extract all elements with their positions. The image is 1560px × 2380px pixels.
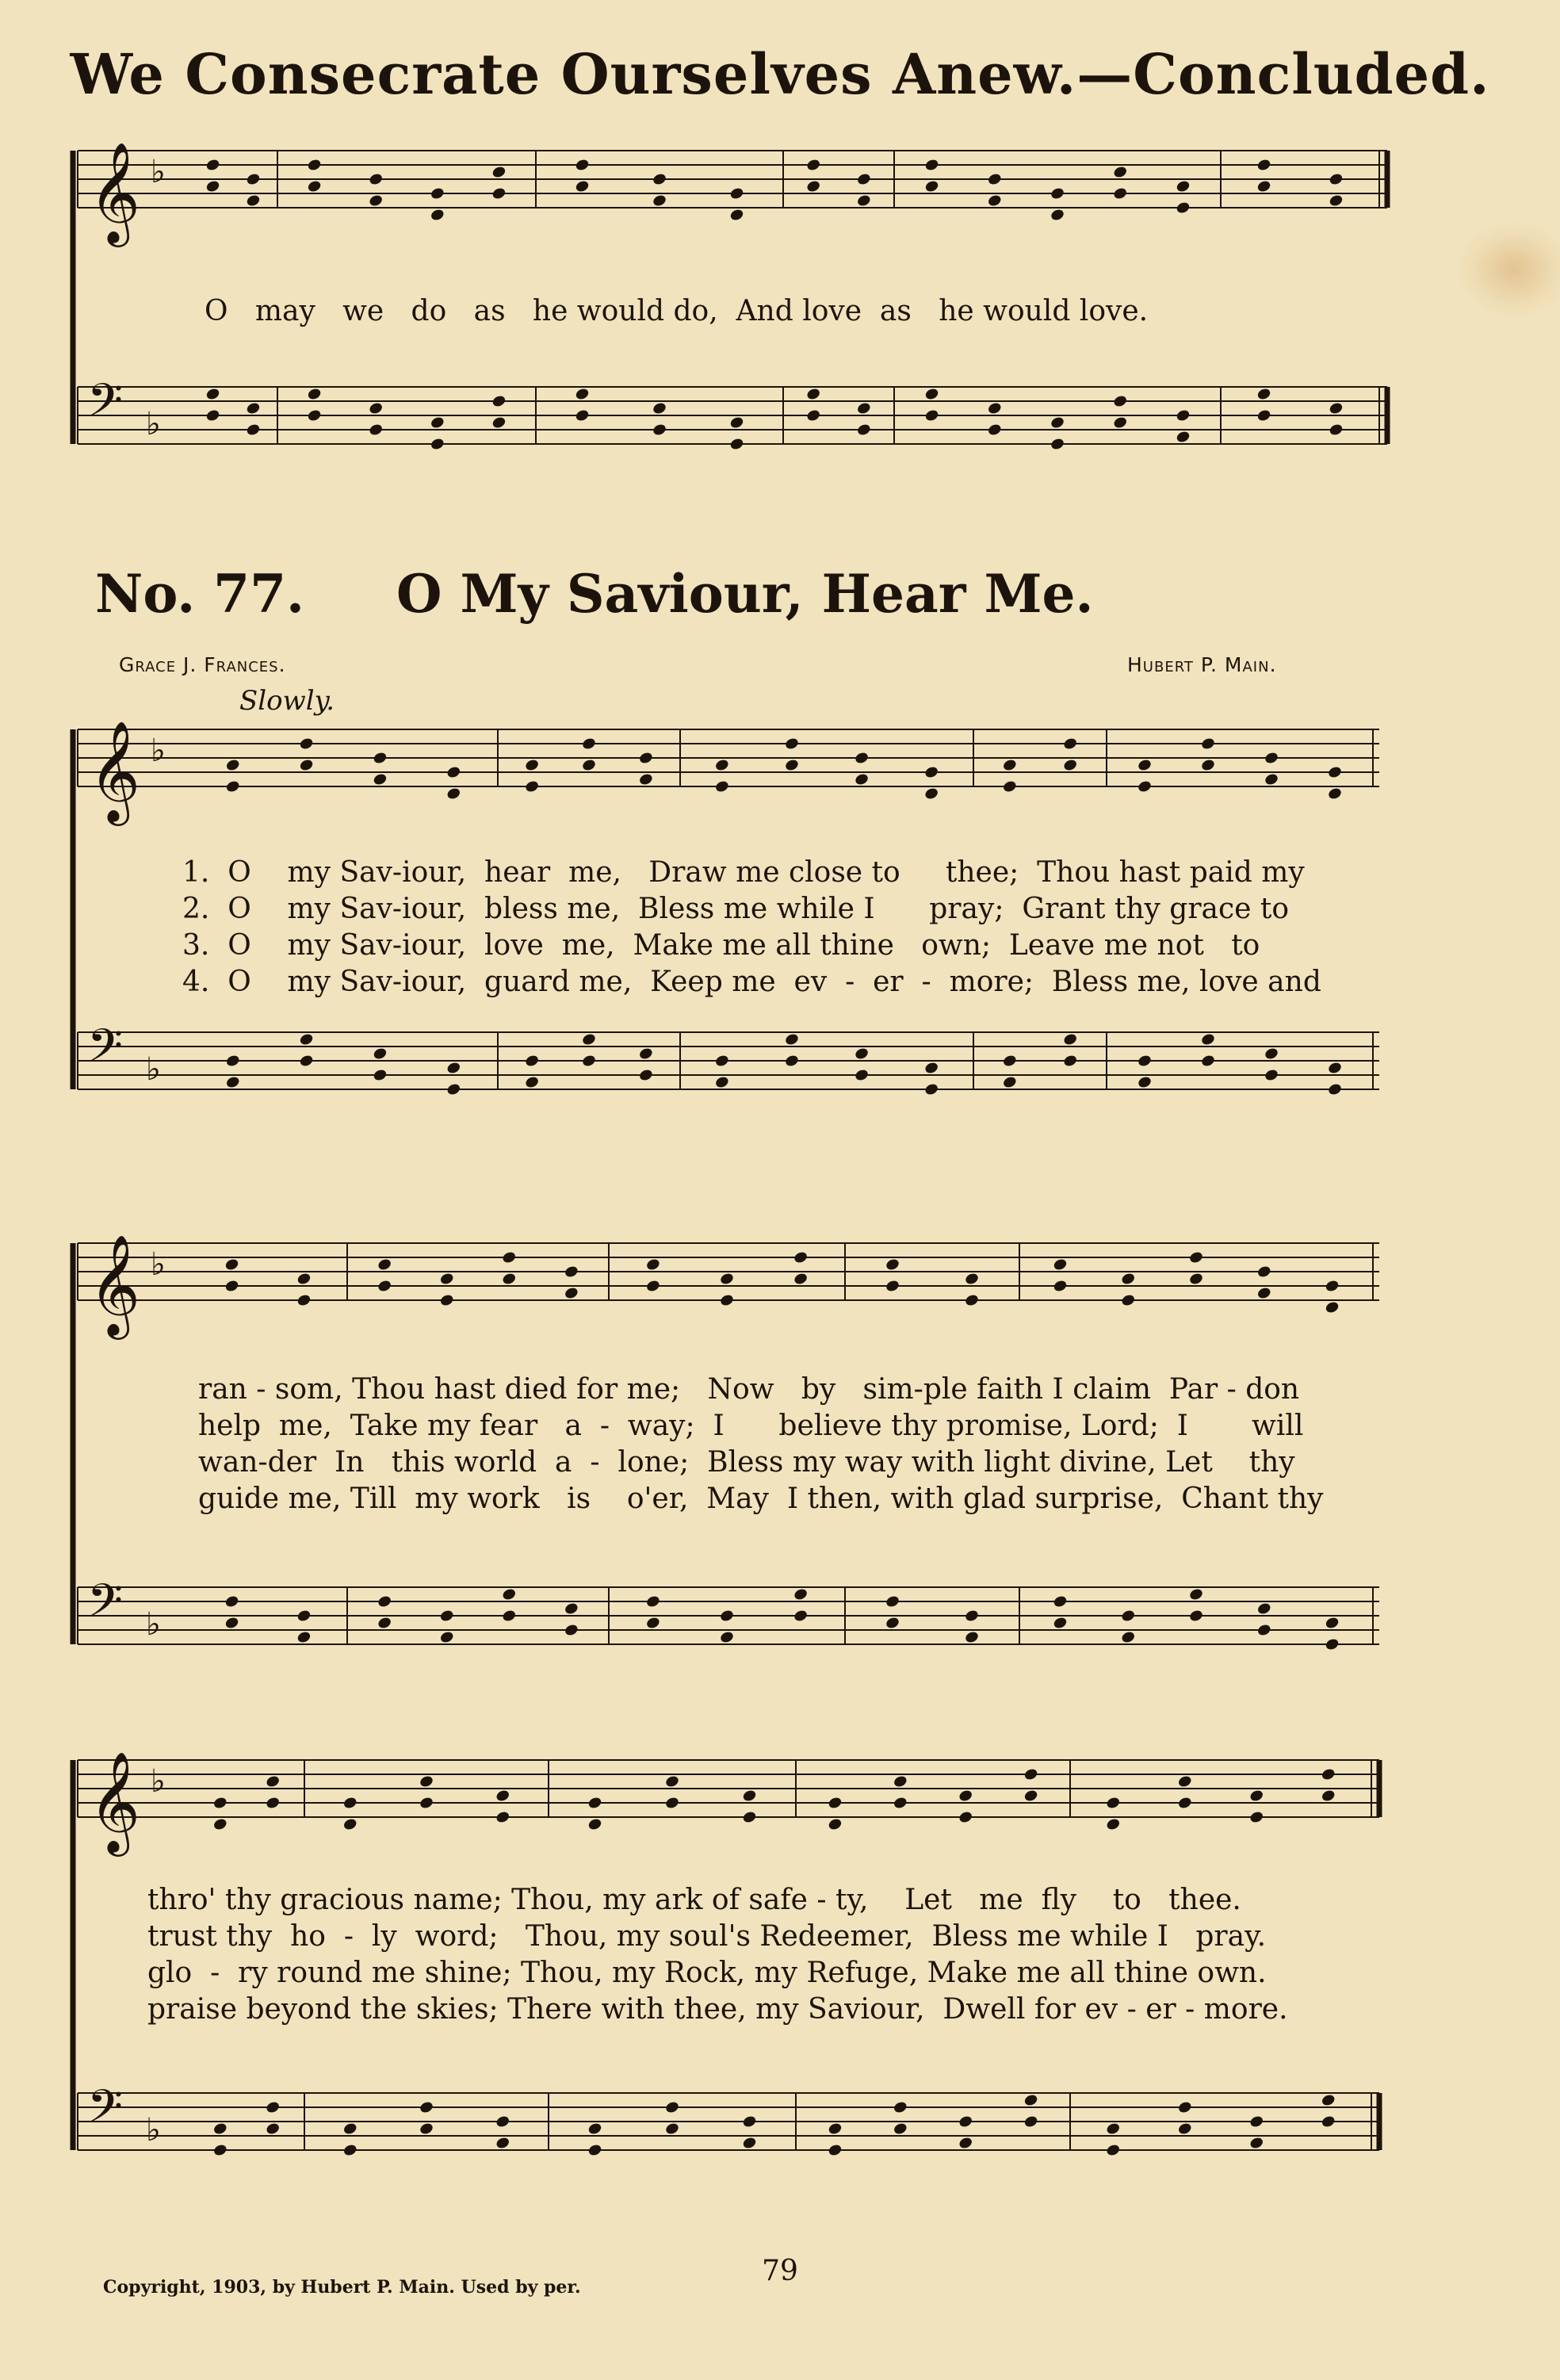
lyric-verse-1: ran - som, Thou hast died for me; Now by sim-ple faith I claim Par - don <box>198 1373 1300 1406</box>
svg-text:𝄞: 𝄞 <box>89 1234 141 1335</box>
svg-text:𝄢: 𝄢 <box>87 1019 124 1084</box>
lyrics-system-2 <box>198 1372 1324 1517</box>
lyric-verse-4: praise beyond the skies; There with thee, my Saviour, Dwell for ev - er - more. <box>147 1993 1288 2026</box>
lyric-verse-3: 3. O my Sav-iour, love me, Make me all thine own; Leave me not to <box>182 929 1260 962</box>
lyric-verse-2: 2. O my Sav-iour, bless me, Bless me while I pray; Grant thy grace to <box>182 893 1290 925</box>
lyric-verse-4: guide me, Till my work is o'er, May I then, with glad surprise, Chant thy <box>198 1483 1324 1515</box>
lyric-verse-4: 4. O my Sav-iour, guard me, Keep me ev - er - more; Bless me, love and <box>182 966 1321 998</box>
svg-text:♭: ♭ <box>151 1246 166 1283</box>
note-heads <box>205 158 1344 2157</box>
svg-text:𝄢: 𝄢 <box>87 1574 124 1639</box>
svg-text:𝄞: 𝄞 <box>89 1751 141 1852</box>
previous-hymn-lyrics: O may we do as he would do, And love as he would love. <box>205 295 1149 327</box>
svg-text:𝄞: 𝄞 <box>89 720 141 821</box>
lyric-verse-2: help me, Take my fear a - way; I believe thy promise, Lord; I will <box>198 1410 1304 1442</box>
svg-text:♭: ♭ <box>146 1606 161 1643</box>
lyric-verse-3: wan-der In this world a - lone; Bless my way with light divine, Let thy <box>198 1446 1295 1479</box>
svg-text:𝄢: 𝄢 <box>87 2080 124 2145</box>
svg-text:𝄢: 𝄢 <box>87 373 124 438</box>
svg-text:♭: ♭ <box>146 1051 161 1088</box>
clefs <box>87 141 166 2149</box>
staff-lines <box>78 151 1387 2150</box>
composer-credit: Hubert P. Main. <box>1127 653 1277 676</box>
lyricist-credit: Grace J. Frances. <box>119 653 286 676</box>
svg-text:♭: ♭ <box>151 1763 166 1800</box>
lyrics-system-1 <box>182 855 1321 1001</box>
svg-text:♭: ♭ <box>146 406 161 442</box>
lyrics-system-3 <box>147 1882 1288 2028</box>
barlines <box>73 151 1387 2150</box>
lyric-verse-2: trust thy ho - ly word; Thou, my soul's Redeemer, Bless me while I pray. <box>147 1920 1267 1953</box>
svg-text:♭: ♭ <box>146 2112 161 2149</box>
hymn-title: O My Saviour, Hear Me. <box>396 563 1094 625</box>
page-number: 79 <box>762 2255 798 2287</box>
lyric-verse-1: thro' thy gracious name; Thou, my ark of safe - ty, Let me fly to thee. <box>147 1884 1241 1916</box>
svg-text:♭: ♭ <box>151 733 166 769</box>
svg-text:𝄞: 𝄞 <box>89 141 141 243</box>
lyric-verse-1: 1. O my Sav-iour, hear me, Draw me close to thee; Thou hast paid my <box>182 856 1305 889</box>
page-title: We Consecrate Ourselves Anew.—Concluded. <box>70 41 1490 107</box>
svg-text:♭: ♭ <box>151 154 166 190</box>
hymn-number: No. 77. <box>95 563 304 625</box>
lyric-verse-3: glo - ry round me shine; Thou, my Rock, my Refuge, Make me all thine own. <box>147 1957 1267 1989</box>
tempo-marking: Slowly. <box>239 685 335 717</box>
copyright-notice: Copyright, 1903, by Hubert P. Main. Used by per. <box>103 2277 581 2298</box>
